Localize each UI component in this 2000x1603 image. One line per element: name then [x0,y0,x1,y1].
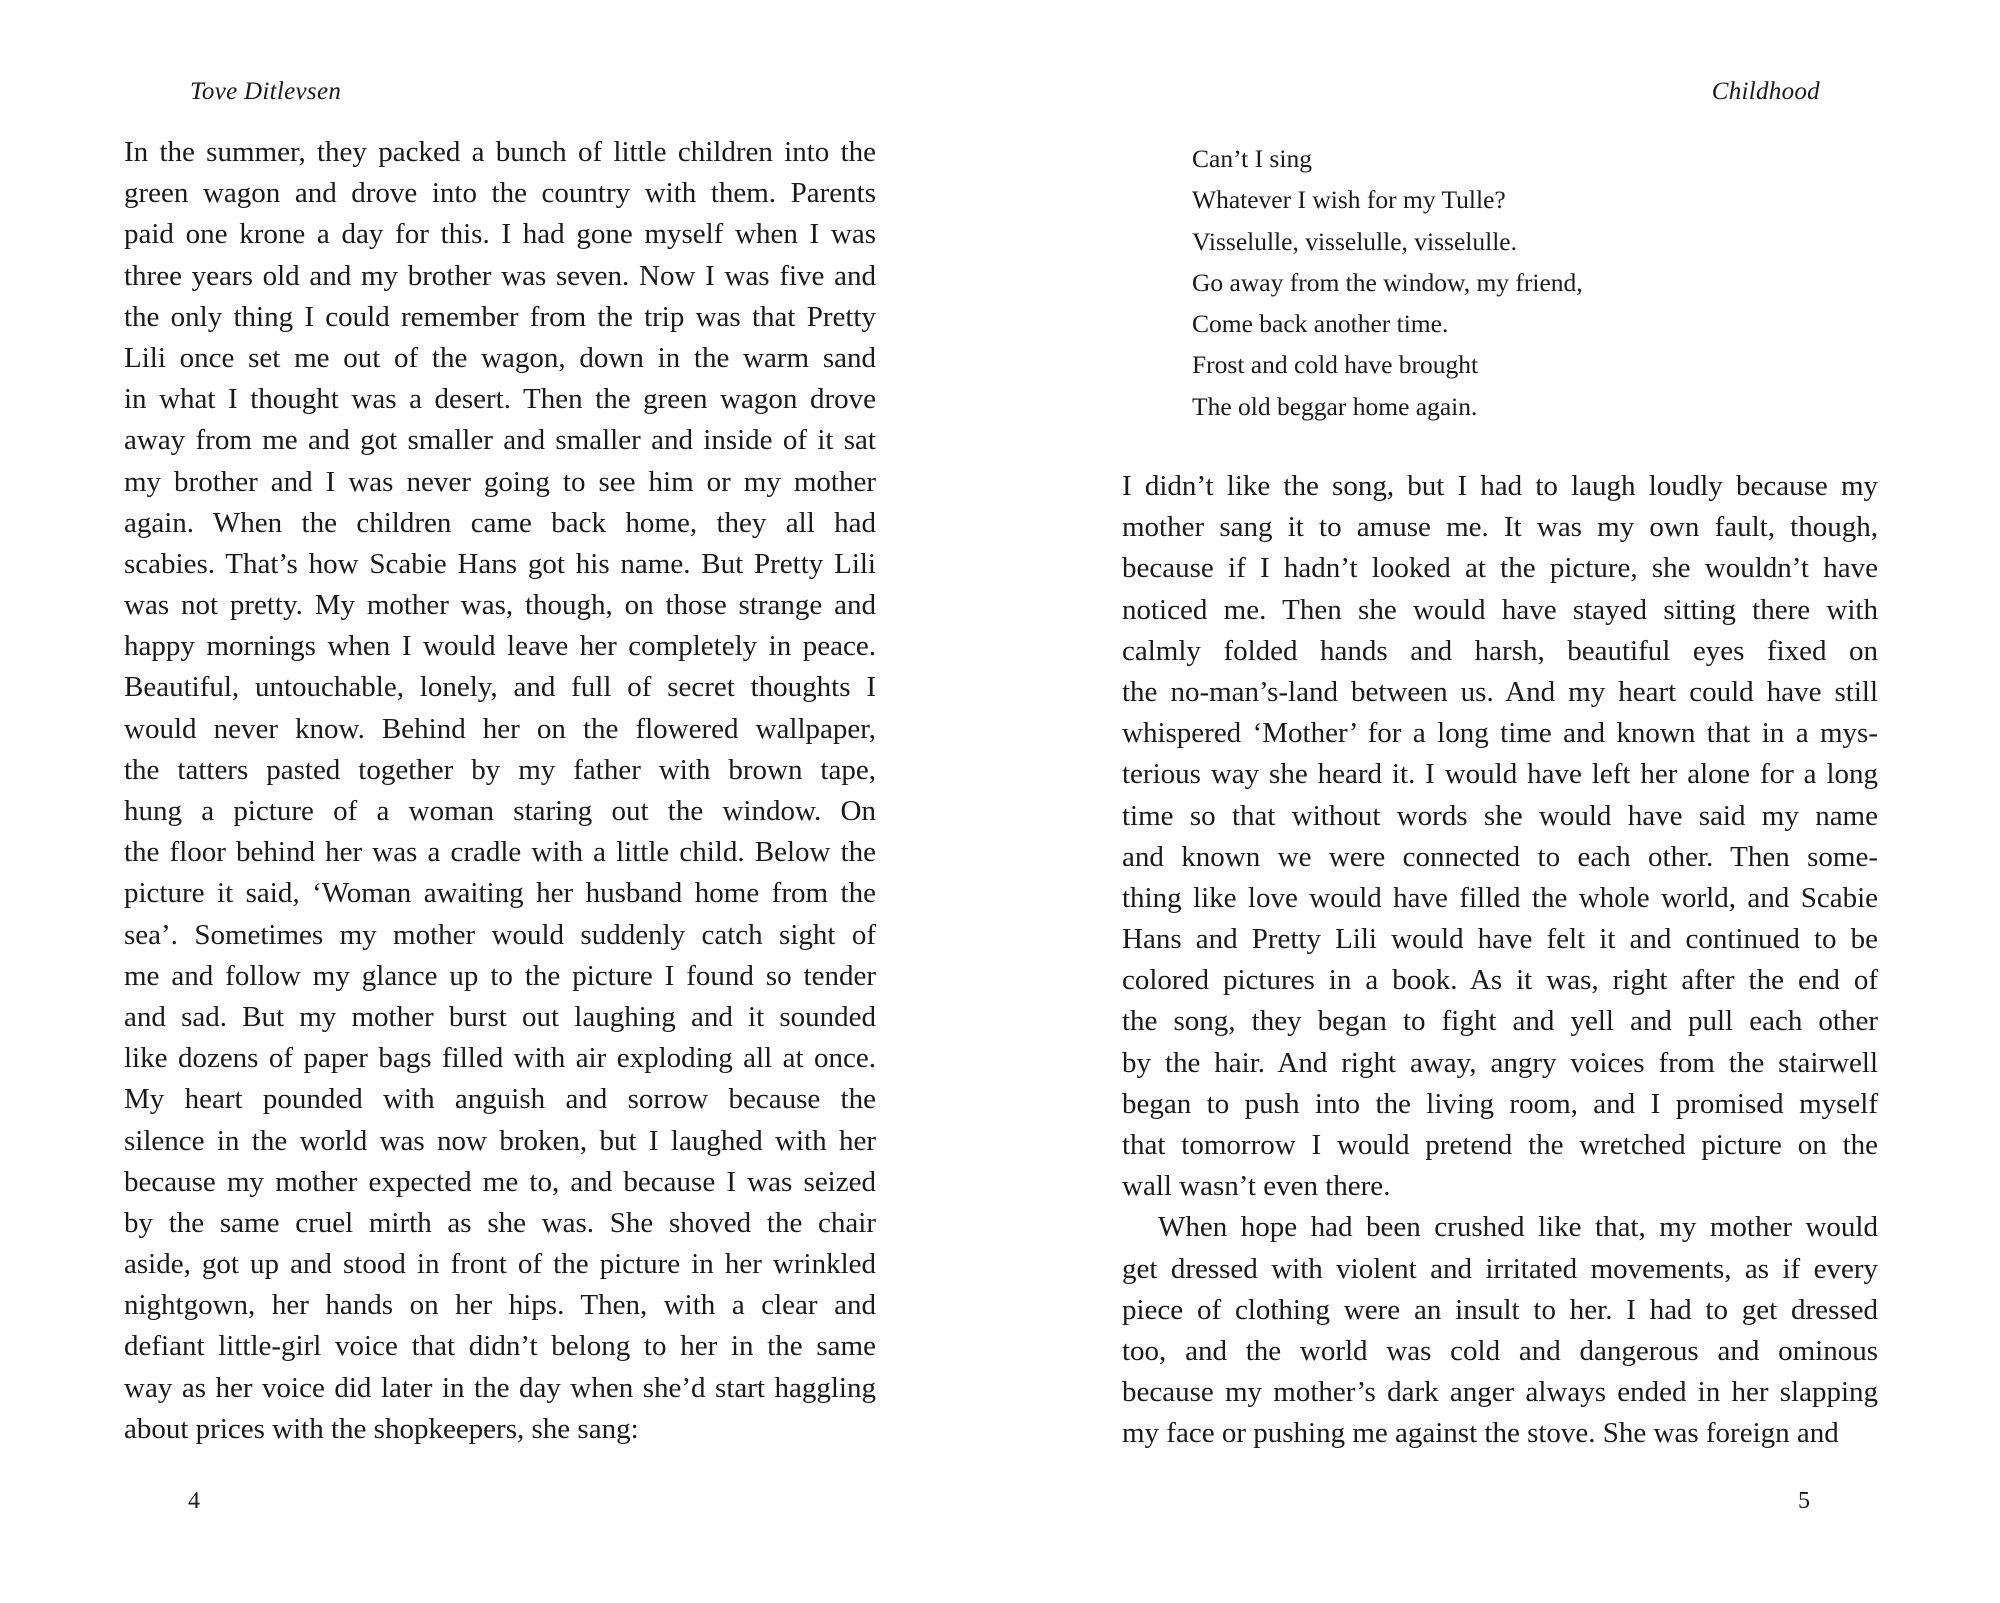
verse-line: Frost and cold have brought [1192,350,1479,380]
text-line: the song, they began to fight and yell and pull each other [1122,1005,1878,1038]
verse-line: Come back another time. [1192,309,1449,339]
page-number-right: 5 [1798,1488,1810,1514]
text-line: green wagon and drove into the country with them. Parents [124,177,876,210]
text-line: colored pictures in a book. As it was, right after the end of [1122,964,1878,997]
text-line: In the summer, they packed a bunch of little children into the [124,136,876,168]
right-page [1000,0,2000,1603]
text-line: thing like love would have filled the whole world, and Scabie [1122,881,1878,914]
text-line: was not pretty. My mother was, though, on those strange and [124,589,876,622]
text-line: the only thing I could remember from the trip was that Pretty [124,300,876,333]
text-line: by the same cruel mirth as she was. She shoved the chair [124,1206,876,1239]
text-line: scabies. That’s how Scabie Hans got his name. But Pretty Lili [124,547,876,580]
text-line: wall wasn’t even there. [1122,1170,1391,1203]
text-line: began to push into the living room, and I promised myself [1122,1087,1878,1120]
verse-line: The old beggar home again. [1192,391,1478,421]
text-line: me and follow my glance up to the picture I found so tender [124,959,876,992]
text-line: because my mother’s dark anger always ended in her slapping [1122,1376,1878,1409]
text-line: picture it said, ‘Woman awaiting her husband home from the [124,877,876,910]
text-line: and sad. But my mother burst out laughing and it sounded [124,1000,876,1033]
text-line: Hans and Pretty Lili would have felt it and continued to be [1122,923,1878,956]
text-line: nightgown, her hands on her hips. Then, with a clear and [124,1289,876,1322]
text-line: calmly folded hands and harsh, beautiful eyes fixed on [1122,634,1878,667]
text-line: my brother and I was never going to see him or my mother [124,465,876,498]
text-line: My heart pounded with anguish and sorrow because the [124,1083,876,1116]
text-line: the no-man’s-land between us. And my heart could have still [1122,675,1878,708]
body-text-left [124,132,876,1450]
text-line: because my mother expected me to, and because I was seized [124,1165,876,1198]
paragraph [1122,1207,1878,1454]
text-line: get dressed with violent and irritated movements, as if every [1122,1252,1878,1285]
text-line: away from me and got smaller and smaller and inside of it sat [124,424,876,457]
text-line: in what I thought was a desert. Then the green wagon drove [124,383,876,416]
paragraph [124,132,876,1450]
text-line: by the hair. And right away, angry voices from the stairwell [1122,1046,1878,1079]
text-line: again. When the children came back home, they all had [124,506,876,539]
text-line: because if I hadn’t looked at the picture, she wouldn’t have [1122,552,1878,585]
text-line: too, and the world was cold and dangerous and ominous [1122,1334,1878,1367]
running-head-title: Childhood [1711,78,1820,105]
text-line: whispered ‘Mother’ for a long time and known that in a mys- [1122,717,1878,750]
song-verse [1192,138,1583,427]
text-line: When hope had been crushed like that, my mother would [1158,1211,1878,1244]
text-line: silence in the world was now broken, but I laughed with her [124,1124,876,1157]
text-line: Beautiful, untouchable, lonely, and full of secret thoughts I [124,671,876,704]
body-text-right [1122,466,1878,1455]
text-line: would never know. Behind her on the flowered wallpaper, [124,712,876,745]
text-line: my face or pushing me against the stove. She was foreign and [1122,1417,1839,1450]
text-line: happy mornings when I would leave her completely in peace. [124,630,876,663]
text-line: noticed me. Then she would have stayed sitting there with [1122,593,1878,626]
text-line: the tatters pasted together by my father with brown tape, [124,753,876,786]
text-line: aside, got up and stood in front of the picture in her wrinkled [124,1248,876,1281]
text-line: time so that without words she would have said my name [1122,799,1878,832]
text-line: paid one krone a day for this. I had gone myself when I was [124,218,876,251]
text-line: hung a picture of a woman staring out the window. On [124,795,876,827]
text-line: Lili once set me out of the wagon, down in the warm sand [124,341,876,374]
text-line: piece of clothing were an insult to her. I had to get dressed [1122,1293,1878,1326]
verse-line: Visselulle, visselulle, visselulle. [1192,226,1517,256]
text-line: way as her voice did later in the day when she’d start haggling [124,1371,876,1404]
text-line: terious way she heard it. I would have left her alone for a long [1122,758,1878,791]
text-line: mother sang it to amuse me. It was my own fault, though, [1122,511,1878,544]
text-line: that tomorrow I would pretend the wretched picture on the [1122,1129,1878,1161]
verse-line: Can’t I sing [1192,144,1312,173]
paragraph [1122,466,1878,1207]
verse-line: Whatever I wish for my Tulle? [1192,185,1506,215]
text-line: like dozens of paper bags filled with air exploding all at once. [124,1042,876,1075]
text-line: sea’. Sometimes my mother would suddenly catch sight of [124,918,876,951]
text-line: three years old and my brother was seven. Now I was five and [124,259,876,292]
text-line: about prices with the shopkeepers, she sang: [124,1412,639,1445]
running-head-author: Tove Ditlevsen [190,78,342,105]
text-line: and known we were connected to each other. Then some- [1122,840,1878,873]
text-line: I didn’t like the song, but I had to laugh loudly because my [1122,470,1878,502]
verse-line: Go away from the window, my friend, [1192,267,1583,297]
page-number-left: 4 [188,1488,200,1514]
text-line: defiant little-girl voice that didn’t belong to her in the same [124,1330,876,1363]
text-line: the floor behind her was a cradle with a little child. Below the [124,836,876,869]
